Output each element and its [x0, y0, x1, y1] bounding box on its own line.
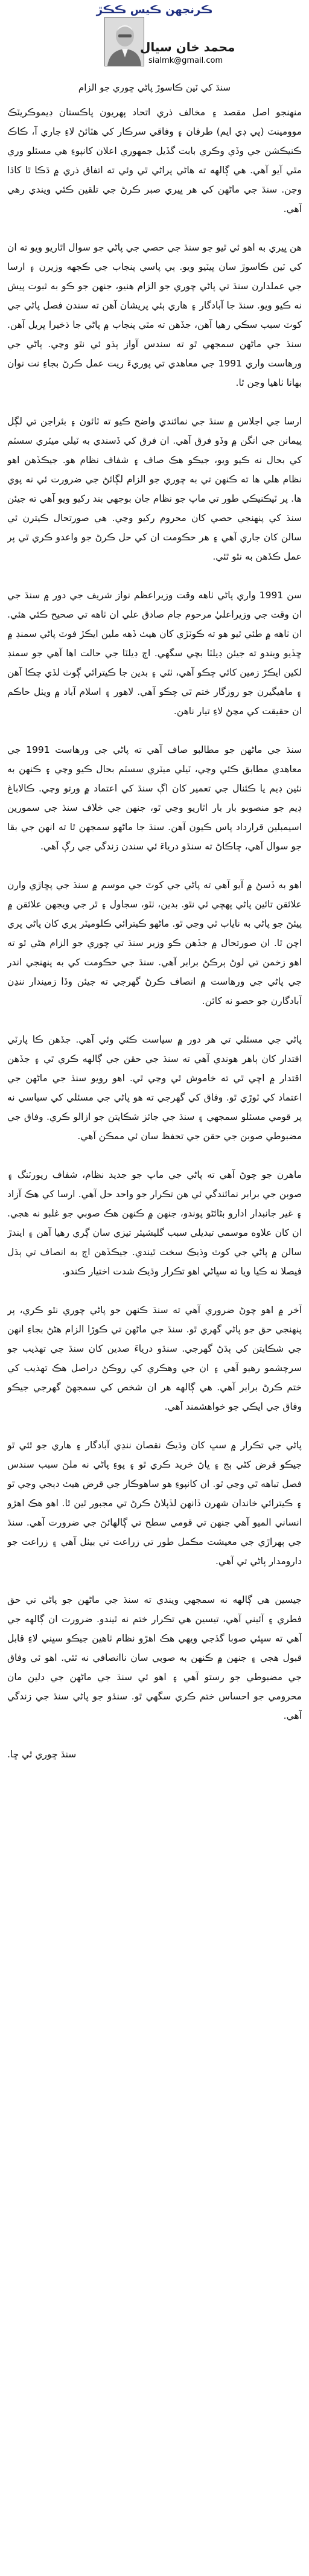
article-paragraph: ارسا جي اجلاس ۾ سنڌ جي نمائندي واضح ڪيو ته ٽائون ۽ بئراجن تي لڳل پيمانن جي انگن ۾ وڏو فرق آهي. ان فرق کي ڏسندي به ٽيلي ميٽري سسٽم کي بحال نه ڪيو ويو، جيڪو هڪ صاف ۽ شفاف نظام هو. جيڪڏهن اهو نظام هلي ها ته ڪنهن تي به چوري جو الزام لڳائڻ جي ضرورت ئي نه پوي ها. پر ٽيڪنيڪي طور تي ماپ جو نظام جان بوجهي بند رکيو ويو آهي ته جيئن سنڌ کي پنهنجي حصي کان محروم رکيو وڃي. هي صورتحال ڪيترن ئي سالن کان جاري آهي ۽ هر حڪومت ان کي حل ڪرڻ جو واعدو ڪري ٿي پر عمل ڪڏهن به نٿو ٿئي.: [7, 416, 302, 562]
column-header: [0, 0, 309, 81]
article-paragraph: پاڻي جي تڪرار ۾ سڀ کان وڌيڪ نقصان ننڍي آبادگار ۽ هاري جو ٿئي ٿو جيڪو قرض کڻي ٻج ۽ ڀاڻ خريد ڪري ٿو ۽ پوءِ پاڻي نه ملڻ سبب سندس فصل تباهه ٿي وڃي ٿو. ان کانپوءِ هو ساهوڪار جي قرض هيٺ دٻجي وڃي ٿو ۽ ڪيترائي خاندان شهرن ڏانهن لڏپلاڻ ڪرڻ تي مجبور ٿين ٿا. اهو هڪ اهڙو انساني الميو آهي جنهن تي قومي سطح تي ڳالهائڻ جي ضرورت آهي. سنڌ جي ٻهراڙي جي معيشت مڪمل طور تي زراعت تي بيٺل آهي ۽ زراعت جو دارومدار پاڻي تي آهي.: [7, 1440, 302, 1567]
article-headline: سنڌ کي ٽين ڪاسوڙ پاڻي ڇوري جو الزام: [78, 82, 231, 93]
article-paragraph: سنڌ جي ماڻهن جو مطالبو صاف آهي ته پاڻي جي ورهاست 1991 جي معاهدي مطابق ڪئي وڃي، ٽيلي ميٽري سسٽم بحال ڪيو وڃي ۽ ڪنهن به نئين ڊيم يا ڪئنال جي تعمير کان اڳ سنڌ کي اعتماد ۾ ورتو وڃي. ڪالاباغ ڊيم جو منصوبو بار بار اٿاريو وڃي ٿو، جنهن جي خلاف سنڌ جي سمورين اسيمبلين قرارداد پاس ڪيون آهن. سنڌ جا ماڻهو سمجهن ٿا ته انهن جي بقا جو سوال آهي، ڇاڪاڻ ته سنڌو درياءَ ئي سندن زندگي جي رڳ آهي.: [7, 744, 302, 852]
article-paragraph: جيسين هي ڳالهه نه سمجهي ويندي ته سنڌ جي ماڻهن جو پاڻي تي حق فطري ۽ آئيني آهي، تيسين هي تڪرار ختم نه ٿيندو. ضرورت ان ڳالهه جي آهي ته سڀئي صوبا گڏجي ويهي هڪ اهڙو نظام ٺاهين جيڪو سڀني لاءِ قابل قبول هجي ۽ جنهن ۾ ڪنهن به صوبي سان ناانصافي نه ٿئي. اهو ئي وفاق جي مضبوطي جو رستو آهي ۽ اهو ئي سنڌ جي ماڻهن جي دلين مان محرومي جو احساس ختم ڪري سگهي ٿو. سنڌو جو پاڻي سنڌ جي زندگي آهي.: [7, 1594, 302, 1721]
article-paragraph: سن 1991 واري پاڻي ٺاهه وقت وزيراعظم نواز شريف جي دور ۾ سنڌ جي ان وقت جي وزيراعليٰ مرحوم جام صادق علي ان ٺاهه تي صحيح ڪئي هئي. ان ٺاهه ۾ طئي ٿيو هو ته ڪوٽڙي کان هيٺ ڏهه ملين ايڪڙ فوٽ پاڻي سمنڊ ۾ ڇڏيو ويندو ته جيئن ڊيلٽا بچي سگهي. اڄ ڊيلٽا جي حالت اها آهي جو سمنڊ لکين ايڪڙ زمين کائي چڪو آهي، ٺٽي ۽ بدين جا ڪيترائي ڳوٺ لڏي چڪا آهن ۽ ماهيگيرن جو روزگار ختم ٿي چڪو آهي. لاهور ۽ اسلام آباد ۾ ويٺل حاڪم ان حقيقت کي مڃڻ لاءِ تيار ناهن.: [7, 590, 302, 717]
article-paragraph: ماهرن جو چوڻ آهي ته پاڻي جي ماپ جو جديد نظام، شفاف رپورٽنگ ۽ صوبن جي برابر نمائندگي ئي هن تڪرار جو واحد حل آهي. ارسا کي هڪ آزاد ۽ غير جانبدار ادارو بڻائڻو پوندو، جنهن ۾ ڪنهن هڪ صوبي جو غلبو نه هجي. ان کان علاوه موسمي تبديلي سبب گليشيئر تيزي سان ڳري رهيا آهن ۽ ايندڙ سالن ۾ پاڻي جي کوٽ وڌيڪ سخت ٿيندي. جيڪڏهن اڄ به انصاف تي ٻڌل فيصلا نه ڪيا ويا ته سڀاڻي اهو تڪرار وڌيڪ شدت اختيار ڪندو.: [7, 1169, 302, 1277]
author-email: sialmk@gmail.com: [148, 56, 223, 65]
article-paragraph: آخر ۾ اهو چوڻ ضروري آهي ته سنڌ ڪنهن جو پاڻي چوري نٿو ڪري، پر پنهنجي حق جو پاڻي گهري ٿو. سنڌ جي ماڻهن تي ڪوڙا الزام هڻڻ بجاءِ انهن جي شڪايتن کي ٻڌڻ گهرجي. سنڌو درياءَ صدين کان سنڌ جي تهذيب جو سرچشمو رهيو آهي ۽ ان جي وهڪري کي روڪڻ دراصل هڪ تهذيب کي ختم ڪرڻ برابر آهي. هي ڳالهه هر ان شخص کي سمجهڻ گهرجي جيڪو وفاق جي ايڪي جو خواهشمند آهي.: [7, 1305, 302, 1412]
article-paragraph: پاڻي جي مسئلي تي هر دور ۾ سياست ڪئي وئي آهي. جڏهن ڪا پارٽي اقتدار کان ٻاهر هوندي آهي ته سنڌ جي حقن جي ڳالهه ڪري ٿي ۽ جڏهن اقتدار ۾ اچي ٿي ته خاموش ٿي وڃي ٿي. اهو رويو سنڌ جي ماڻهن جي اعتماد کي ٽوڙي ٿو. وفاق کي گهرجي ته هو پاڻي جي مسئلي کي سياسي نه پر قومي مسئلو سمجهي ۽ سنڌ جي جائز شڪايتن جو ازالو ڪري. وفاق جي مضبوطي صوبن جي حقن جي تحفظ سان ئي ممڪن آهي.: [7, 1034, 302, 1142]
article-paragraph: منهنجو اصل مقصد ۽ مخالف ذري اتحاد پهريون پاڪستان ڊيموڪريٽڪ موومينٽ (پي ڊي ايم) طرفان ۽ وفاقي سرڪار کي هٽائڻ لاءِ جاري آ، ڪاڪ ڪنيڪشن جي وڏي وڪري بابت گڏيل جمهوري اعلان کانپوءِ هي مسئلو وري مٿي آيو آهي. هي ڳالهه ته هاڻي پراڻي ٿي وئي ته اتفاق ذري ۾ ڌڪا ٿا کاڌا وڃن. سنڌ جي ماڻهن کي هر ڀيري صبر ڪرڻ جي تلقين ڪئي ويندي رهي آهي.: [7, 107, 302, 214]
column-title: ڪرنجهن ڪيس ڪڪڙ: [96, 4, 213, 16]
article-paragraph: هن ڀيري به اهو ئي ٿيو جو سنڌ جي حصي جي پاڻي جو سوال اٿاريو ويو ته ان کي ٽين ڪاسوڙ سان ڀيٽيو ويو. ٻي پاسي پنجاب جي ڪجهه وزيرن ۽ ارسا جي عملدارن سنڌ تي پاڻي چوري جو الزام هنيو، جنهن جو ڪو به ثبوت پيش نه ڪيو ويو. سنڌ جا آبادگار ۽ هاري ٻئي پريشان آهن ته سندن فصل پاڻي جي کوٽ سبب سڪي رهيا آهن، جڏهن ته مٿي پنجاب ۾ پاڻي جا ذخيرا ڀريل آهن. سنڌ جي ماڻهن سمجهي ٿو ته سندس آواز ٻڌو ئي نٿو وڃي. پاڻي جي ورهاست واري 1991 جي معاهدي تي پوريءَ ريت عمل ڪرڻ بجاءِ نت نوان بهانا ٺاهيا وڃن ٿا.: [7, 242, 302, 388]
article-body: [7, 103, 302, 2569]
author-name: محمد خان سيال: [140, 40, 235, 54]
author-portrait-icon: [105, 18, 144, 66]
article-ending: سنڌ ڇوري ٿي ڇا.: [7, 1749, 77, 1760]
article-paragraph: اهو به ڏسڻ ۾ آيو آهي ته پاڻي جي کوٽ جي موسم ۾ سنڌ جي پڇاڙي وارن علائقن تائين پاڻي پهچي ئي نٿو. بدين، ٺٽو، سجاول ۽ ٿر جي ويجهن علائقن ۾ پيئڻ جو پاڻي به ناياب ٿي وڃي ٿو. ماڻهو ڪيترائي ڪلوميٽر پري کان پاڻي ڀري اچن ٿا. ان صورتحال ۾ جڏهن ڪو وزير سنڌ تي چوري جو الزام هڻي ٿو ته اهو زخمن تي لوڻ ٻرڪڻ برابر آهي. سنڌ جي حڪومت کي به پنهنجي اندر جي پاڻي جي ورهاست ۾ انصاف ڪرڻ گهرجي ته جيئن وڏا زميندار ننڍن آبادگارن جو حصو نه کائن.: [7, 880, 302, 1006]
author-photo: [104, 17, 144, 66]
